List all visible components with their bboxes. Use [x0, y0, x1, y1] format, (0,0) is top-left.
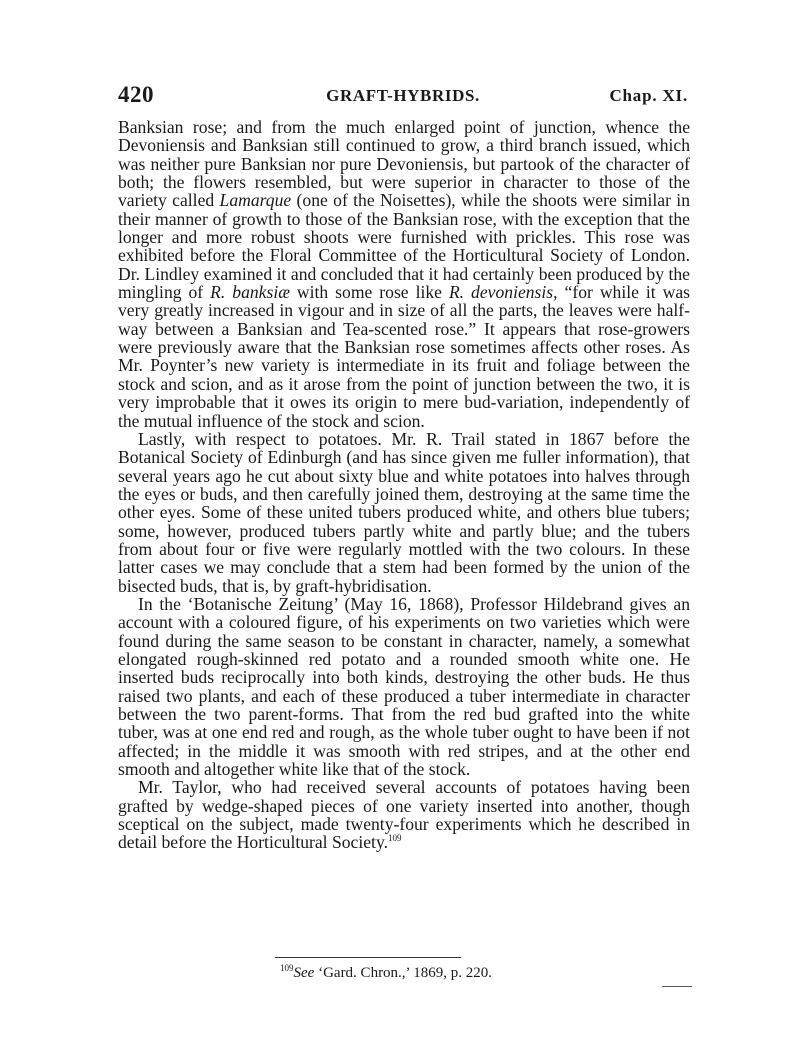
page-number: 420	[118, 82, 154, 107]
footnote-divider	[275, 957, 461, 958]
text-run: In the ‘Botanische Zeitung’ (May 16, 1868), Professor Hildebrand gives an account with a coloured figure, of his experiments on two varieties which were found during the same season to be constant in character, namely, a somewhat elongated rough-skinned red potato and a rounded smooth white one. He inserted buds reciprocally into both kinds, destroying the other buds. He thus raised two plants, and each of these produced a tuber intermediate in character between the two parent-forms. That from the red bud grafted into the white tuber, was at one end red and rough, as the whole tuber ought to have been if not affected; in the middle it was smooth with red stripes, and at the other end smooth and altogether white like that of the stock.	[118, 593, 690, 780]
body-text	[118, 118, 690, 852]
footnote-text	[294, 965, 492, 981]
page-header	[118, 82, 688, 110]
footnote-reference: 109	[388, 833, 402, 844]
italic-text: R. devoniensis,	[448, 282, 558, 303]
text-run: Lastly, with respect to potatoes. Mr. R. Trail stated in 1867 before the Botanical Society of Edinburgh (and has since given me fuller information), that several years ago he cut about sixty blue and white potatoes into halves through the eyes or buds, and then carefully joined them, destroying at the same time the other eyes. Some of these united tubers produced white, and others blue tubers; some, however, produced tubers partly white and partly blue; and the tubers from about four or five were regularly mottled with the two colours. In these latter cases we may conclude that a stem had been formed by the union of the bisected buds, that is, by graft-hybridisation.	[118, 428, 690, 596]
corner-rule	[662, 986, 692, 987]
footnote	[280, 964, 640, 982]
paragraph	[118, 430, 690, 595]
paragraph	[118, 778, 690, 851]
text-run: Mr. Taylor, who had received several accounts of potatoes having been grafted by wedge-shaped pieces of one variety inserted into another, though sceptical on the subject, made twenty-four experiments which he described in detail before the Horticultural Society.	[118, 777, 690, 853]
text-run: Banksian rose; and from the much enlarged point of junction, whence the Devoniensis and Banksian still continued to grow, a third branch issued, which was neither pure Banksian nor pure Devoniensis, but partook of the character of both; the flowers resembled, but were superior in character to those of the variety called	[118, 117, 690, 211]
italic-text: R. banksiæ	[210, 282, 290, 303]
italic-text: See	[293, 965, 315, 981]
paragraph	[118, 595, 690, 778]
text-run: with some rose like	[289, 282, 449, 303]
text-run: “for while it was very greatly increased in vigour and in size of all the parts, the leaves were half-way between a Banksian and Tea-scented rose.” It appears that rose-growers were previously aware that the Banksian rose sometimes affects other roses. As Mr. Poynter’s new variety is intermediate in its fruit and foliage between the stock and scion, and as it arose from the point of junction between the two, it is very improbable that it owes its origin to mere bud-variation, independently of the mutual influence of the stock and scion.	[118, 282, 690, 431]
footnote-marker: 109	[280, 963, 294, 973]
running-title: GRAFT-HYBRIDS.	[326, 86, 480, 105]
paragraph	[118, 118, 690, 430]
italic-text: Lamarque	[219, 190, 292, 211]
chapter-label: Chap. XI.	[609, 86, 688, 105]
text-run: ‘Gard. Chron.,’ 1869, p. 220.	[314, 965, 492, 981]
text-run: (one of the Noisettes), while the shoots were similar in their manner of growth to those of the Banksian rose, with the exception that the longer and more robust shoots were furnished with prickles. This rose was exhibited before the Floral Committee of the Horticultural Society of London. Dr. Lindley examined it and concluded that it had certainly been produced by the mingling of	[118, 190, 690, 303]
